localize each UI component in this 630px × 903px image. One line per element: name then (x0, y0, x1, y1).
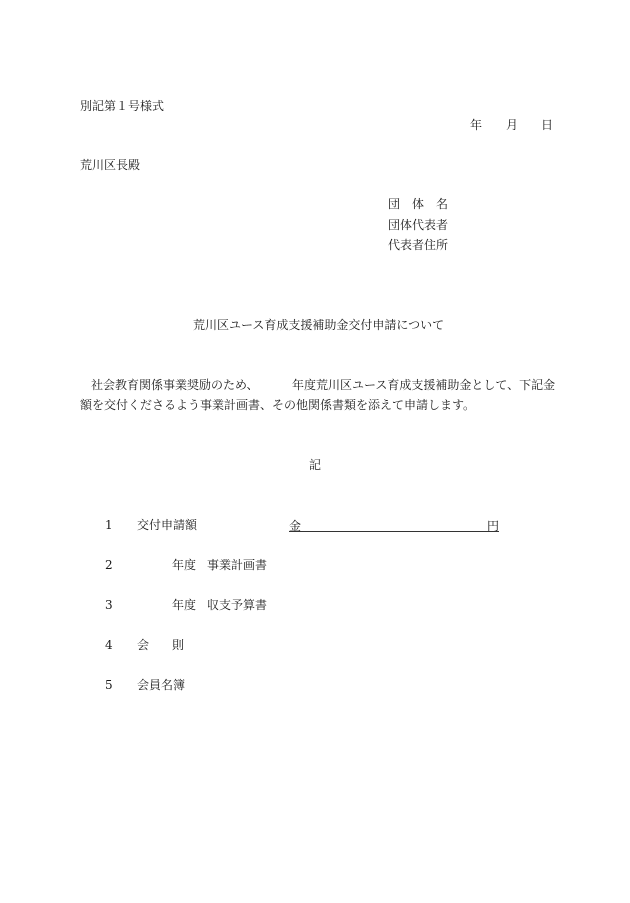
body-line1-b: 年度荒川区ユース育成支援補助金として、下記金 (292, 378, 556, 392)
item-4-label-a: 会 (137, 638, 150, 652)
applicant-representative: 団体代表者 (388, 218, 449, 232)
item-4-number: 4 (105, 638, 113, 652)
item-1-label: 交付申請額 (137, 518, 198, 532)
form-id: 別記第１号様式 (80, 99, 165, 113)
amount-prefix: 金 (289, 519, 302, 533)
item-2-number: 2 (105, 558, 113, 572)
amount-suffix: 円 (486, 519, 499, 533)
body-line1-a: 社会教育関係事業奨励のため、 (91, 378, 259, 392)
document-title: 荒川区ユース育成支援補助金交付申請について (193, 318, 445, 332)
item-3-number: 3 (105, 598, 113, 612)
item-3-year-suffix: 年度 (172, 598, 197, 612)
body-line2: 額を交付くださるよう事業計画書、その他関係書類を添えて申請します。 (80, 398, 476, 412)
applicant-group-name: 団 体 名 (388, 197, 449, 211)
date-month: 月 (506, 118, 519, 132)
item-2-label: 事業計画書 (207, 558, 268, 572)
date-year: 年 (470, 118, 483, 132)
item-5-label: 会員名簿 (137, 678, 186, 692)
addressee: 荒川区長殿 (80, 158, 141, 172)
item-1-number: 1 (105, 518, 113, 532)
date-day: 日 (541, 118, 554, 132)
item-3-label: 収支予算書 (207, 598, 268, 612)
item-2-year-suffix: 年度 (172, 558, 197, 572)
item-4-label-b: 則 (172, 638, 185, 652)
applicant-address: 代表者住所 (388, 238, 449, 252)
item-5-number: 5 (105, 678, 113, 692)
ki-heading: 記 (309, 458, 322, 472)
amount-field[interactable] (289, 517, 499, 532)
